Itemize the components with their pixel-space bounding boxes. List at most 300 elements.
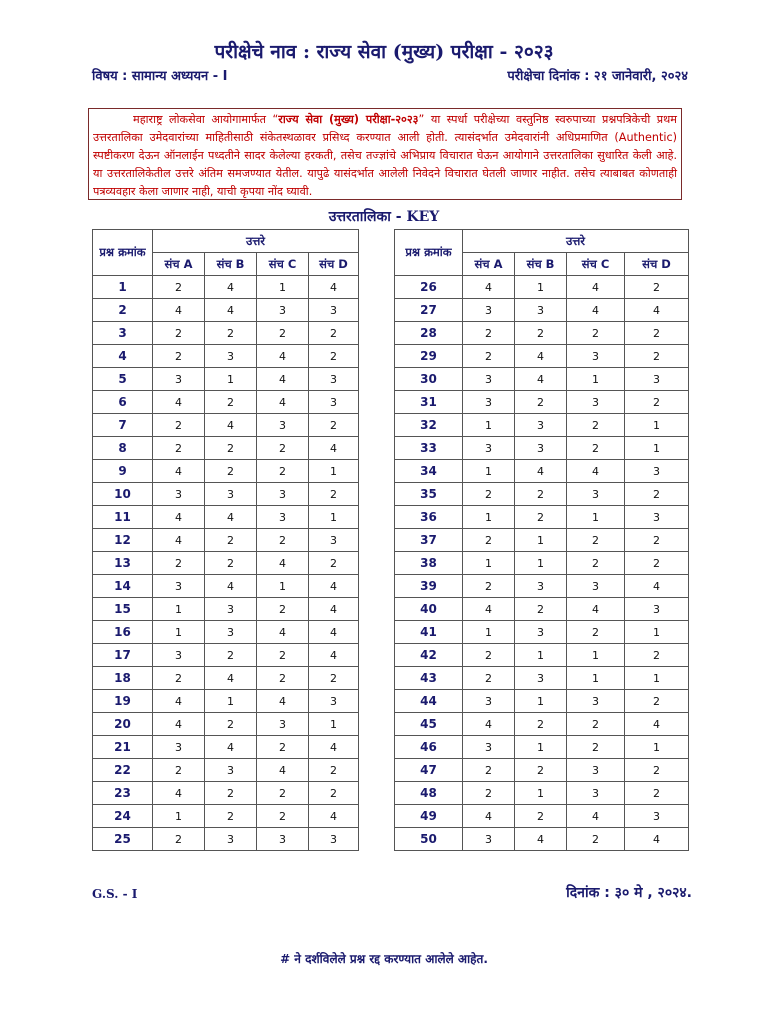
answer-set-c: 3 [567,782,625,805]
answer-set-d: 3 [309,828,359,851]
answer-set-c: 4 [567,299,625,322]
answer-set-b: 3 [205,483,257,506]
answer-set-c: 2 [567,529,625,552]
answer-set-b: 2 [205,782,257,805]
answer-set-c: 3 [257,828,309,851]
table-row [93,805,359,828]
answer-set-d: 4 [625,828,689,851]
answer-set-d: 4 [309,736,359,759]
question-number: 7 [93,414,153,437]
answer-set-c: 3 [567,759,625,782]
question-number: 31 [395,391,463,414]
answer-set-a: 3 [153,736,205,759]
question-number: 21 [93,736,153,759]
table-row [93,368,359,391]
question-number: 17 [93,644,153,667]
table-row [395,437,689,460]
answer-set-c: 2 [567,437,625,460]
answer-set-b: 2 [205,437,257,460]
answer-set-d: 1 [625,414,689,437]
answer-set-d: 3 [625,805,689,828]
answer-set-a: 2 [153,276,205,299]
answer-set-a: 3 [463,368,515,391]
table-row [93,299,359,322]
answer-set-b: 2 [515,391,567,414]
answer-key-heading-en: KEY [406,209,440,225]
answer-set-c: 4 [567,460,625,483]
table-row [395,414,689,437]
table-row [93,736,359,759]
answer-set-d: 4 [309,621,359,644]
answer-set-d: 2 [625,322,689,345]
table-row [395,736,689,759]
answer-set-c: 4 [257,552,309,575]
answer-set-c: 1 [257,575,309,598]
question-number: 33 [395,437,463,460]
table-row [93,276,359,299]
answer-table-left [92,229,359,851]
answer-set-b: 3 [515,414,567,437]
answer-set-a: 4 [463,713,515,736]
answer-set-c: 2 [257,644,309,667]
question-number: 10 [93,483,153,506]
answer-set-b: 3 [515,299,567,322]
question-number: 3 [93,322,153,345]
answer-key-heading-mr: उत्तरतालिका - [328,209,407,225]
question-number: 44 [395,690,463,713]
table-row [93,322,359,345]
answer-set-c: 4 [567,598,625,621]
answer-set-d: 3 [309,299,359,322]
answer-set-b: 4 [515,345,567,368]
answer-set-c: 2 [257,736,309,759]
question-number: 36 [395,506,463,529]
table-row [395,529,689,552]
answer-set-d: 3 [309,391,359,414]
answer-set-b: 2 [515,598,567,621]
answer-set-b: 2 [205,552,257,575]
answer-set-c: 3 [567,483,625,506]
answer-set-b: 3 [205,621,257,644]
paper-code: G.S. - I [92,887,138,901]
answer-set-b: 2 [205,713,257,736]
table-row [395,759,689,782]
question-number: 4 [93,345,153,368]
answer-set-d: 4 [625,299,689,322]
answer-set-d: 1 [625,621,689,644]
table-row [93,759,359,782]
question-number: 50 [395,828,463,851]
answer-set-a: 2 [153,828,205,851]
answer-set-a: 4 [153,713,205,736]
question-number: 23 [93,782,153,805]
answer-set-c: 4 [257,759,309,782]
answer-set-c: 2 [257,529,309,552]
question-number: 46 [395,736,463,759]
question-number: 13 [93,552,153,575]
answer-set-d: 4 [309,575,359,598]
notice-text-start: महाराष्ट्र लोकसेवा आयोगामार्फत “ [133,113,279,126]
question-number: 18 [93,667,153,690]
answer-set-b: 2 [515,483,567,506]
answer-set-a: 2 [463,483,515,506]
answer-set-d: 1 [625,437,689,460]
answer-set-c: 4 [257,368,309,391]
answer-set-b: 1 [515,782,567,805]
answer-set-a: 1 [463,506,515,529]
table-row [395,391,689,414]
answer-set-b: 3 [515,621,567,644]
table-row [93,460,359,483]
answer-set-d: 2 [625,552,689,575]
publish-date: दिनांक : ३० मे , २०२४. [566,885,692,901]
answer-set-b: 4 [515,368,567,391]
answer-set-c: 4 [257,690,309,713]
answer-set-c: 2 [567,621,625,644]
answer-set-d: 4 [625,575,689,598]
table-row [395,713,689,736]
header-set-d: संच D [309,253,359,276]
answer-set-c: 4 [567,805,625,828]
answer-set-d: 2 [309,414,359,437]
question-number: 2 [93,299,153,322]
table-row [395,667,689,690]
question-number: 43 [395,667,463,690]
question-number: 25 [93,828,153,851]
table-row [395,368,689,391]
answer-set-c: 1 [257,276,309,299]
answer-set-d: 2 [625,391,689,414]
question-number: 34 [395,460,463,483]
answer-set-c: 2 [567,736,625,759]
question-number: 49 [395,805,463,828]
table-row [395,483,689,506]
answer-set-a: 2 [153,322,205,345]
answer-set-d: 3 [625,460,689,483]
answer-set-a: 3 [463,391,515,414]
answer-set-a: 1 [463,414,515,437]
answer-set-a: 2 [463,759,515,782]
question-number: 30 [395,368,463,391]
answer-set-d: 1 [625,667,689,690]
answer-set-a: 2 [463,667,515,690]
answer-set-b: 2 [205,460,257,483]
answer-set-d: 2 [309,782,359,805]
answer-set-a: 2 [463,322,515,345]
answer-set-c: 3 [567,690,625,713]
answer-set-c: 4 [567,276,625,299]
answer-set-a: 3 [463,690,515,713]
question-number: 39 [395,575,463,598]
answer-set-a: 1 [153,805,205,828]
answer-set-b: 1 [515,690,567,713]
answer-set-b: 1 [205,368,257,391]
answer-set-a: 1 [153,621,205,644]
answer-set-d: 2 [625,759,689,782]
answer-set-c: 1 [567,506,625,529]
answer-set-b: 1 [515,736,567,759]
table-row [395,345,689,368]
answer-set-d: 3 [625,598,689,621]
table-row [395,690,689,713]
answer-set-b: 4 [205,299,257,322]
table-row [395,782,689,805]
answer-set-c: 2 [567,713,625,736]
answer-set-d: 4 [625,713,689,736]
answer-set-b: 3 [205,345,257,368]
answer-set-b: 4 [205,575,257,598]
answer-set-b: 1 [515,529,567,552]
answer-set-a: 2 [463,644,515,667]
table-row [93,437,359,460]
answer-set-c: 1 [567,644,625,667]
answer-set-c: 4 [257,621,309,644]
header-set-a: संच A [463,253,515,276]
question-number: 48 [395,782,463,805]
answer-set-c: 2 [257,322,309,345]
answer-set-a: 2 [463,575,515,598]
answer-set-c: 2 [567,552,625,575]
page-title: परीक्षेचे नाव : राज्य सेवा (मुख्य) परीक्षा - २०२३ [214,41,554,63]
answer-set-b: 2 [205,644,257,667]
question-number: 14 [93,575,153,598]
answer-set-c: 3 [257,414,309,437]
question-number: 32 [395,414,463,437]
question-number: 35 [395,483,463,506]
table-row [93,828,359,851]
table-row [93,713,359,736]
answer-set-b: 3 [515,575,567,598]
answer-set-a: 4 [463,805,515,828]
answer-set-d: 1 [309,460,359,483]
answer-set-d: 1 [625,736,689,759]
question-number: 29 [395,345,463,368]
answer-set-b: 2 [205,391,257,414]
question-number: 16 [93,621,153,644]
answer-set-a: 1 [463,552,515,575]
answer-set-d: 2 [309,345,359,368]
table-row [93,391,359,414]
table-row [93,414,359,437]
header-set-c: संच C [257,253,309,276]
answer-set-c: 1 [567,368,625,391]
table-row [395,276,689,299]
answer-set-d: 2 [625,782,689,805]
answer-set-a: 3 [463,299,515,322]
answer-set-a: 4 [153,782,205,805]
answer-set-d: 3 [309,368,359,391]
table-row [93,506,359,529]
question-number: 1 [93,276,153,299]
answer-set-c: 3 [567,391,625,414]
answer-set-d: 3 [309,690,359,713]
question-number: 38 [395,552,463,575]
answer-set-b: 3 [205,759,257,782]
answer-set-b: 2 [515,759,567,782]
table-row [395,598,689,621]
answer-set-c: 3 [257,713,309,736]
answer-set-b: 3 [205,828,257,851]
answer-set-a: 2 [463,345,515,368]
header-set-d: संच D [625,253,689,276]
answer-set-c: 2 [257,782,309,805]
answer-set-a: 4 [463,276,515,299]
answer-set-d: 2 [309,552,359,575]
answer-set-a: 2 [153,552,205,575]
cancelled-questions-note: # ने दर्शविलेले प्रश्न रद्द करण्यात आलेले आहेत. [280,952,488,966]
answer-set-b: 3 [515,667,567,690]
answer-set-a: 2 [463,782,515,805]
answer-set-a: 4 [153,529,205,552]
table-row [93,529,359,552]
answer-set-c: 2 [257,805,309,828]
question-number: 28 [395,322,463,345]
table-row [93,483,359,506]
answer-set-a: 4 [153,690,205,713]
table-row [395,644,689,667]
table-row [395,828,689,851]
answer-set-b: 2 [205,322,257,345]
answer-set-b: 1 [515,644,567,667]
table-row [395,575,689,598]
question-number: 19 [93,690,153,713]
answer-set-b: 4 [205,506,257,529]
answer-set-b: 4 [205,414,257,437]
table-row [93,690,359,713]
answer-set-a: 2 [153,345,205,368]
answer-set-d: 2 [309,759,359,782]
question-number: 41 [395,621,463,644]
question-number: 45 [395,713,463,736]
answer-set-d: 2 [625,276,689,299]
question-number: 15 [93,598,153,621]
answer-set-c: 4 [257,345,309,368]
exam-date: परीक्षेचा दिनांक : २१ जानेवारी, २०२४ [507,69,688,84]
question-number: 11 [93,506,153,529]
answer-set-d: 2 [309,667,359,690]
answer-set-b: 4 [205,667,257,690]
answer-set-b: 3 [515,437,567,460]
answer-set-a: 4 [153,391,205,414]
answer-set-b: 2 [205,805,257,828]
answer-set-d: 3 [309,529,359,552]
answer-set-a: 3 [153,368,205,391]
answer-set-d: 2 [625,644,689,667]
answer-set-c: 3 [567,575,625,598]
answer-set-c: 2 [567,322,625,345]
header-answers: उत्तरे [463,230,689,253]
answer-set-a: 4 [463,598,515,621]
answer-set-b: 1 [515,552,567,575]
answer-set-d: 2 [625,483,689,506]
header-set-a: संच A [153,253,205,276]
answer-set-c: 2 [257,598,309,621]
question-number: 24 [93,805,153,828]
answer-set-d: 4 [309,805,359,828]
answer-set-b: 2 [205,529,257,552]
table-row [93,667,359,690]
answer-set-d: 2 [309,322,359,345]
answer-set-c: 2 [257,667,309,690]
answer-set-a: 2 [153,414,205,437]
header-set-b: संच B [205,253,257,276]
answer-set-a: 4 [153,299,205,322]
answer-set-a: 2 [153,437,205,460]
table-row [395,460,689,483]
header-set-c: संच C [567,253,625,276]
table-row [395,506,689,529]
answer-table-right [394,229,689,851]
answer-set-c: 3 [257,483,309,506]
table-row [395,299,689,322]
table-row [93,644,359,667]
answer-set-a: 3 [463,828,515,851]
table-row [93,621,359,644]
answer-set-b: 1 [205,690,257,713]
question-number: 9 [93,460,153,483]
table-row [93,552,359,575]
question-number: 12 [93,529,153,552]
answer-set-c: 3 [257,299,309,322]
question-number: 27 [395,299,463,322]
answer-set-d: 2 [309,483,359,506]
question-number: 8 [93,437,153,460]
answer-key-heading [0,207,768,226]
notice-exam-name: राज्य सेवा (मुख्य) परीक्षा-२०२३ [278,113,419,126]
answer-set-d: 1 [309,713,359,736]
question-number: 40 [395,598,463,621]
answer-set-b: 1 [515,276,567,299]
table-row [395,322,689,345]
notice-box [88,108,682,200]
answer-set-d: 4 [309,644,359,667]
answer-set-b: 4 [205,276,257,299]
answer-set-d: 2 [625,690,689,713]
question-number: 20 [93,713,153,736]
answer-set-a: 2 [153,759,205,782]
table-row [93,345,359,368]
answer-set-a: 2 [463,529,515,552]
subject-label: विषय : सामान्य अध्ययन - I [92,69,228,84]
answer-set-d: 3 [625,506,689,529]
answer-set-b: 2 [515,713,567,736]
answer-set-a: 3 [153,483,205,506]
answer-set-b: 2 [515,805,567,828]
answer-set-a: 3 [153,575,205,598]
answer-set-b: 4 [515,460,567,483]
question-number: 5 [93,368,153,391]
table-row [395,805,689,828]
question-number: 42 [395,644,463,667]
table-row [93,598,359,621]
header-set-b: संच B [515,253,567,276]
answer-set-a: 3 [463,437,515,460]
answer-set-a: 4 [153,506,205,529]
answer-set-a: 3 [463,736,515,759]
question-number: 22 [93,759,153,782]
answer-set-c: 4 [257,391,309,414]
question-number: 26 [395,276,463,299]
answer-set-b: 2 [515,322,567,345]
answer-set-d: 4 [309,598,359,621]
answer-set-d: 2 [625,529,689,552]
question-number: 47 [395,759,463,782]
header-question-no: प्रश्न क्रमांक [93,230,153,276]
answer-set-b: 4 [515,828,567,851]
answer-set-a: 2 [153,667,205,690]
question-number: 6 [93,391,153,414]
answer-set-d: 3 [625,368,689,391]
